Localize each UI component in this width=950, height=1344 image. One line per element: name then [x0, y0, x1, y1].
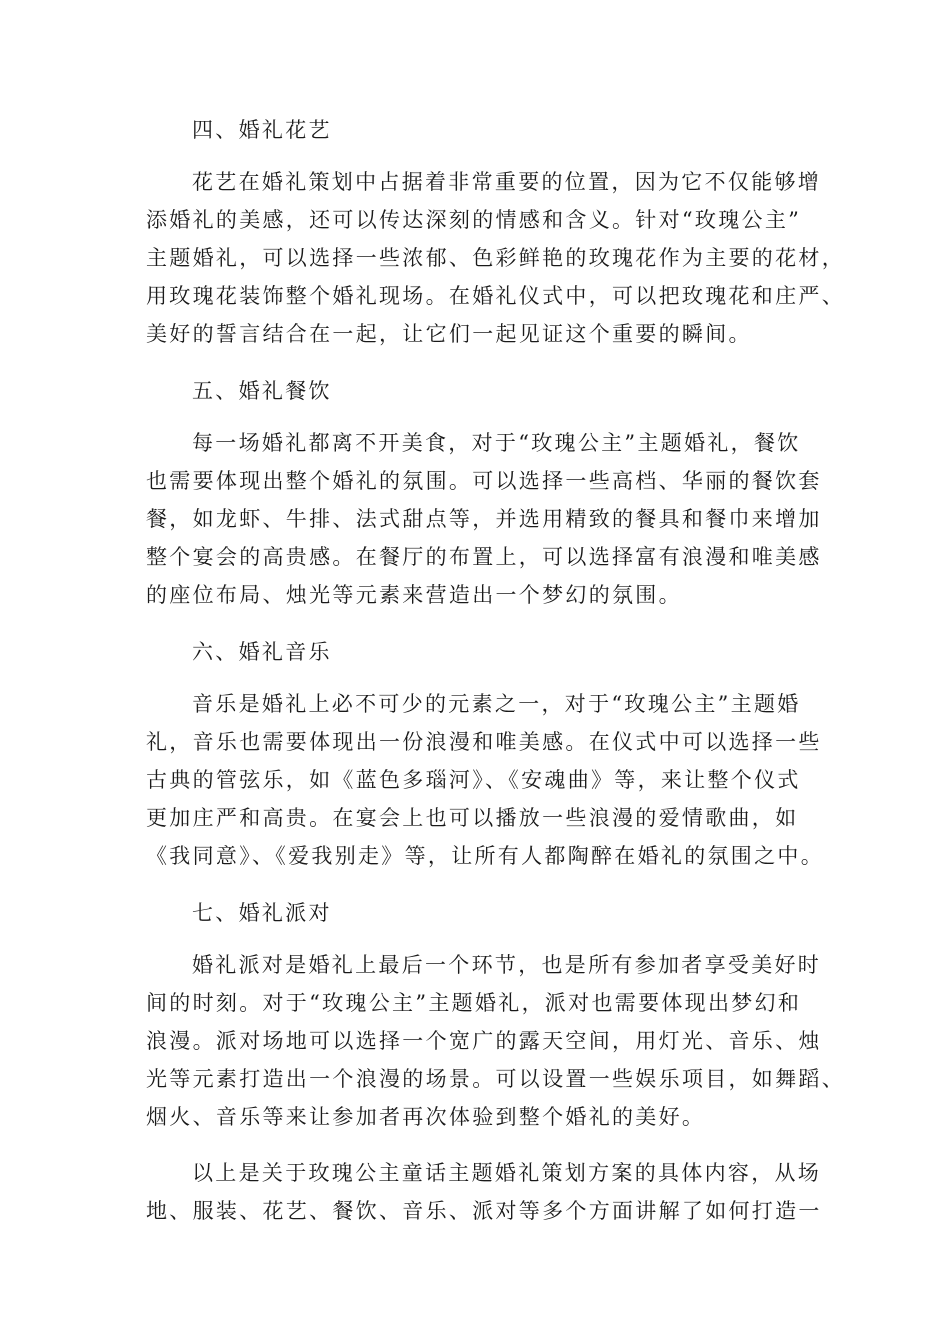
section-paragraph	[146, 163, 845, 353]
section-heading: 六、婚礼音乐	[192, 640, 332, 664]
paragraph-line: 用玫瑰花装饰整个婚礼现场。在婚礼仪式中，可以把玫瑰花和庄严、	[146, 284, 845, 308]
section-paragraph	[146, 685, 824, 875]
paragraph-line: 美好的誓言结合在一起，让它们一起见证这个重要的瞬间。	[146, 322, 752, 346]
section-heading: 七、婚礼派对	[192, 901, 332, 925]
section-paragraph	[146, 424, 822, 614]
paragraph-line: 整个宴会的高贵感。在餐厅的布置上，可以选择富有浪漫和唯美感	[146, 545, 822, 569]
paragraph-line: 餐，如龙虾、牛排、法式甜点等，并选用精致的餐具和餐巾来增加	[146, 507, 822, 531]
paragraph-line: 《我同意》、《爱我别走》等，让所有人都陶醉在婚礼的氛围之中。	[146, 844, 824, 868]
paragraph-line: 古典的管弦乐，如《蓝色多瑙河》、《安魂曲》等，来让整个仪式	[146, 768, 801, 792]
paragraph-line: 更加庄严和高贵。在宴会上也可以播放一些浪漫的爱情歌曲，如	[146, 806, 799, 830]
paragraph-line: 花艺在婚礼策划中占据着非常重要的位置，因为它不仅能够增	[192, 170, 822, 194]
paragraph-line: 地、服装、花艺、餐饮、音乐、派对等多个方面讲解了如何打造一	[146, 1199, 822, 1223]
paragraph-line: 的座位布局、烛光等元素来营造出一个梦幻的氛围。	[146, 583, 682, 607]
conclusion-paragraph	[146, 1154, 822, 1230]
paragraph-line: 也需要体现出整个婚礼的氛围。可以选择一些高档、华丽的餐饮套	[146, 469, 822, 493]
paragraph-line: 婚礼派对是婚礼上最后一个环节，也是所有参加者享受美好时	[192, 953, 822, 977]
paragraph-line: 烟火、音乐等来让参加者再次体验到整个婚礼的美好。	[146, 1105, 706, 1129]
paragraph-line: 浪漫。派对场地可以选择一个宽广的露天空间，用灯光、音乐、烛	[146, 1029, 822, 1053]
paragraph-line: 以上是关于玫瑰公主童话主题婚礼策划方案的具体内容，从场	[192, 1161, 822, 1185]
paragraph-line: 音乐是婚礼上必不可少的元素之一，对于“玫瑰公主”主题婚	[192, 692, 801, 716]
paragraph-line: 主题婚礼，可以选择一些浓郁、色彩鲜艳的玫瑰花作为主要的花材，	[146, 246, 845, 270]
paragraph-line: 添婚礼的美感，还可以传达深刻的情感和含义。针对“玫瑰公主”	[146, 208, 802, 232]
paragraph-line: 光等元素打造出一个浪漫的场景。可以设置一些娱乐项目，如舞蹈、	[146, 1067, 845, 1091]
paragraph-line: 间的时刻。对于“玫瑰公主”主题婚礼，派对也需要体现出梦幻和	[146, 991, 802, 1015]
paragraph-line: 礼，音乐也需要体现出一份浪漫和唯美感。在仪式中可以选择一些	[146, 730, 822, 754]
section-heading: 五、婚礼餐饮	[192, 379, 332, 403]
section-heading: 四、婚礼花艺	[192, 118, 332, 142]
section-paragraph	[146, 946, 845, 1136]
paragraph-line: 每一场婚礼都离不开美食，对于“玫瑰公主”主题婚礼，餐饮	[192, 431, 801, 455]
